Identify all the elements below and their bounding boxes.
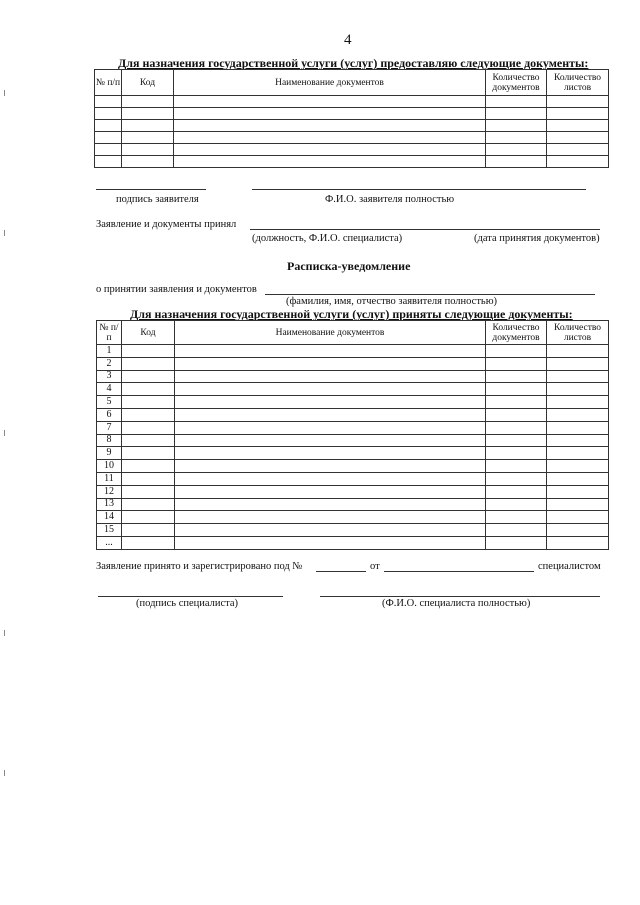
- table-cell[interactable]: [175, 370, 486, 383]
- column-header-sheet-count: Количество листов: [547, 321, 609, 345]
- table-cell[interactable]: [547, 345, 609, 358]
- table-row: [97, 396, 609, 409]
- table-cell[interactable]: [547, 536, 609, 549]
- table-cell[interactable]: [122, 108, 174, 120]
- registration-text-end: специалистом: [538, 561, 601, 572]
- column-header-number: № п/п: [97, 321, 122, 345]
- table-row: [97, 447, 609, 460]
- table-cell[interactable]: [122, 144, 174, 156]
- table-cell[interactable]: [122, 383, 175, 396]
- date-caption: (дата принятия документов): [474, 233, 600, 244]
- applicant-signature-line[interactable]: [96, 189, 206, 190]
- column-header-doc-count: Количество документов: [486, 70, 547, 96]
- table-cell[interactable]: [486, 370, 547, 383]
- table-cell[interactable]: [547, 408, 609, 421]
- table-row: [97, 345, 609, 358]
- table-row: [97, 485, 609, 498]
- row-number: 1: [97, 345, 122, 358]
- table-cell[interactable]: [122, 460, 175, 473]
- applicant-name-caption: Ф.И.О. заявителя полностью: [325, 194, 455, 205]
- column-header-sheet-count: Количество листов: [547, 70, 609, 96]
- table-cell[interactable]: [175, 524, 486, 537]
- table-cell[interactable]: [95, 132, 122, 144]
- table-cell[interactable]: [122, 536, 175, 549]
- table-cell[interactable]: [175, 536, 486, 549]
- table-cell[interactable]: [122, 357, 175, 370]
- table-cell[interactable]: [122, 132, 174, 144]
- accepted-by-label: Заявление и документы принял: [96, 219, 237, 230]
- table-cell[interactable]: [175, 396, 486, 409]
- receipt-title: Расписка-уведомление: [287, 259, 411, 273]
- table-cell[interactable]: [486, 511, 547, 524]
- registration-text-from: от: [370, 561, 380, 572]
- table-cell[interactable]: [547, 396, 609, 409]
- table-cell[interactable]: [122, 345, 175, 358]
- scan-speck: [4, 430, 5, 436]
- column-header-name: Наименование документов: [174, 70, 486, 96]
- table-cell[interactable]: [486, 460, 547, 473]
- table-cell[interactable]: [175, 498, 486, 511]
- table-row: [97, 524, 609, 537]
- table-row: [97, 498, 609, 511]
- table-cell[interactable]: [175, 472, 486, 485]
- table-row: [95, 120, 609, 132]
- table-row: [95, 144, 609, 156]
- table-cell[interactable]: [174, 96, 486, 108]
- scan-speck: [4, 230, 5, 236]
- table-cell[interactable]: [122, 120, 174, 132]
- table-cell[interactable]: [122, 498, 175, 511]
- table-cell[interactable]: [547, 472, 609, 485]
- table-cell[interactable]: [486, 434, 547, 447]
- table-cell[interactable]: [122, 408, 175, 421]
- table-row: [95, 96, 609, 108]
- table-cell[interactable]: [175, 434, 486, 447]
- table-cell[interactable]: [175, 383, 486, 396]
- table-row: [97, 472, 609, 485]
- column-header-number: № п/п: [95, 70, 122, 96]
- registration-number-line[interactable]: [316, 571, 366, 572]
- scan-speck: [4, 90, 5, 96]
- table-cell[interactable]: [122, 96, 174, 108]
- table-header-row: [97, 321, 609, 345]
- table-row: [95, 108, 609, 120]
- table-row: [95, 156, 609, 168]
- table-row: [97, 536, 609, 549]
- table-cell[interactable]: [175, 447, 486, 460]
- scan-speck: [4, 630, 5, 636]
- row-number: 6: [97, 408, 122, 421]
- table-cell[interactable]: [547, 383, 609, 396]
- table-cell[interactable]: [486, 472, 547, 485]
- table-cell[interactable]: [122, 396, 175, 409]
- table-cell[interactable]: [95, 120, 122, 132]
- section2-heading: Для назначения государственной услуги (услуг) приняты следующие документы:: [130, 307, 573, 321]
- row-number: 15: [97, 524, 122, 537]
- table-cell[interactable]: [547, 357, 609, 370]
- table-cell[interactable]: [547, 511, 609, 524]
- table-cell[interactable]: [174, 108, 486, 120]
- table-cell[interactable]: [547, 421, 609, 434]
- table-cell[interactable]: [547, 96, 609, 108]
- row-number: 11: [97, 472, 122, 485]
- specialist-signature-line[interactable]: [98, 596, 283, 597]
- table-cell[interactable]: [486, 421, 547, 434]
- table-cell[interactable]: [486, 396, 547, 409]
- table-cell[interactable]: [175, 408, 486, 421]
- table-cell[interactable]: [547, 460, 609, 473]
- table-row: [97, 370, 609, 383]
- table-cell[interactable]: [486, 96, 547, 108]
- table-cell[interactable]: [174, 120, 486, 132]
- table-cell[interactable]: [547, 370, 609, 383]
- table-cell[interactable]: [122, 511, 175, 524]
- table-cell[interactable]: [547, 485, 609, 498]
- table-cell[interactable]: [547, 108, 609, 120]
- table-cell[interactable]: [175, 511, 486, 524]
- table-cell[interactable]: [175, 485, 486, 498]
- row-number: 4: [97, 383, 122, 396]
- table-cell[interactable]: [95, 156, 122, 168]
- table-cell[interactable]: [95, 96, 122, 108]
- table-cell[interactable]: [122, 472, 175, 485]
- row-number: ...: [97, 536, 122, 549]
- specialist-signature-caption: (подпись специалиста): [136, 598, 239, 609]
- table-cell[interactable]: [174, 132, 486, 144]
- table-cell[interactable]: [547, 144, 609, 156]
- registration-date-line[interactable]: [384, 571, 534, 572]
- receipt-applicant-line[interactable]: [265, 294, 595, 295]
- row-number: 10: [97, 460, 122, 473]
- accepted-documents-table: [96, 320, 609, 550]
- table-cell[interactable]: [175, 345, 486, 358]
- table-row: [97, 460, 609, 473]
- table-cell[interactable]: [486, 524, 547, 537]
- position-caption: (должность, Ф.И.О. специалиста): [252, 233, 403, 244]
- table-cell[interactable]: [547, 132, 609, 144]
- table-row: [95, 132, 609, 144]
- table-cell[interactable]: [122, 370, 175, 383]
- table-cell[interactable]: [486, 485, 547, 498]
- table-cell[interactable]: [175, 460, 486, 473]
- submitted-documents-table: [94, 69, 609, 168]
- applicant-signature-caption: подпись заявителя: [116, 194, 199, 205]
- row-number: 8: [97, 434, 122, 447]
- section1-heading: Для назначения государственной услуги (услуг) предоставляю следующие документы:: [118, 56, 589, 70]
- registration-text-start: Заявление принято и зарегистрировано под №: [96, 561, 303, 572]
- table-cell[interactable]: [486, 536, 547, 549]
- table-cell[interactable]: [547, 156, 609, 168]
- table-cell[interactable]: [486, 447, 547, 460]
- table-cell[interactable]: [174, 144, 486, 156]
- row-number: 2: [97, 357, 122, 370]
- page-number: 4: [344, 32, 352, 48]
- table-row: [97, 383, 609, 396]
- table-cell[interactable]: [486, 345, 547, 358]
- row-number: 12: [97, 485, 122, 498]
- scan-speck: [4, 770, 5, 776]
- column-header-name: Наименование документов: [175, 321, 486, 345]
- row-number: 14: [97, 511, 122, 524]
- receipt-line-label: о принятии заявления и документов: [96, 284, 257, 295]
- table-cell[interactable]: [122, 421, 175, 434]
- receipt-line-caption: (фамилия, имя, отчество заявителя полностью): [286, 296, 498, 307]
- specialist-name-line[interactable]: [320, 596, 600, 597]
- table-cell[interactable]: [486, 498, 547, 511]
- row-number: 13: [97, 498, 122, 511]
- table-row: [97, 421, 609, 434]
- table-cell[interactable]: [486, 156, 547, 168]
- table-cell[interactable]: [175, 357, 486, 370]
- applicant-name-line[interactable]: [252, 189, 586, 190]
- table-cell[interactable]: [122, 524, 175, 537]
- table-cell[interactable]: [547, 498, 609, 511]
- column-header-code: Код: [122, 70, 174, 96]
- row-number: 9: [97, 447, 122, 460]
- column-header-doc-count: Количество документов: [486, 321, 547, 345]
- table-cell[interactable]: [95, 108, 122, 120]
- accepted-by-line[interactable]: [250, 229, 600, 230]
- table-cell[interactable]: [122, 156, 174, 168]
- table-cell[interactable]: [547, 434, 609, 447]
- table-cell[interactable]: [122, 434, 175, 447]
- table-cell[interactable]: [122, 485, 175, 498]
- table-cell[interactable]: [486, 120, 547, 132]
- table-row: [97, 408, 609, 421]
- table-cell[interactable]: [486, 132, 547, 144]
- table-cell[interactable]: [547, 524, 609, 537]
- table-cell[interactable]: [174, 156, 486, 168]
- table-cell[interactable]: [95, 144, 122, 156]
- table-cell[interactable]: [547, 120, 609, 132]
- table-row: [97, 434, 609, 447]
- column-header-code: Код: [122, 321, 175, 345]
- table-cell[interactable]: [486, 357, 547, 370]
- row-number: 7: [97, 421, 122, 434]
- table-row: [97, 357, 609, 370]
- table-cell[interactable]: [175, 421, 486, 434]
- table-cell[interactable]: [486, 108, 547, 120]
- table-row: [97, 511, 609, 524]
- row-number: 5: [97, 396, 122, 409]
- table-cell[interactable]: [486, 383, 547, 396]
- table-cell[interactable]: [547, 447, 609, 460]
- table-cell[interactable]: [486, 408, 547, 421]
- table-cell[interactable]: [122, 447, 175, 460]
- specialist-name-caption: (Ф.И.О. специалиста полностью): [382, 598, 531, 609]
- row-number: 3: [97, 370, 122, 383]
- table-header-row: [95, 70, 609, 96]
- table-cell[interactable]: [486, 144, 547, 156]
